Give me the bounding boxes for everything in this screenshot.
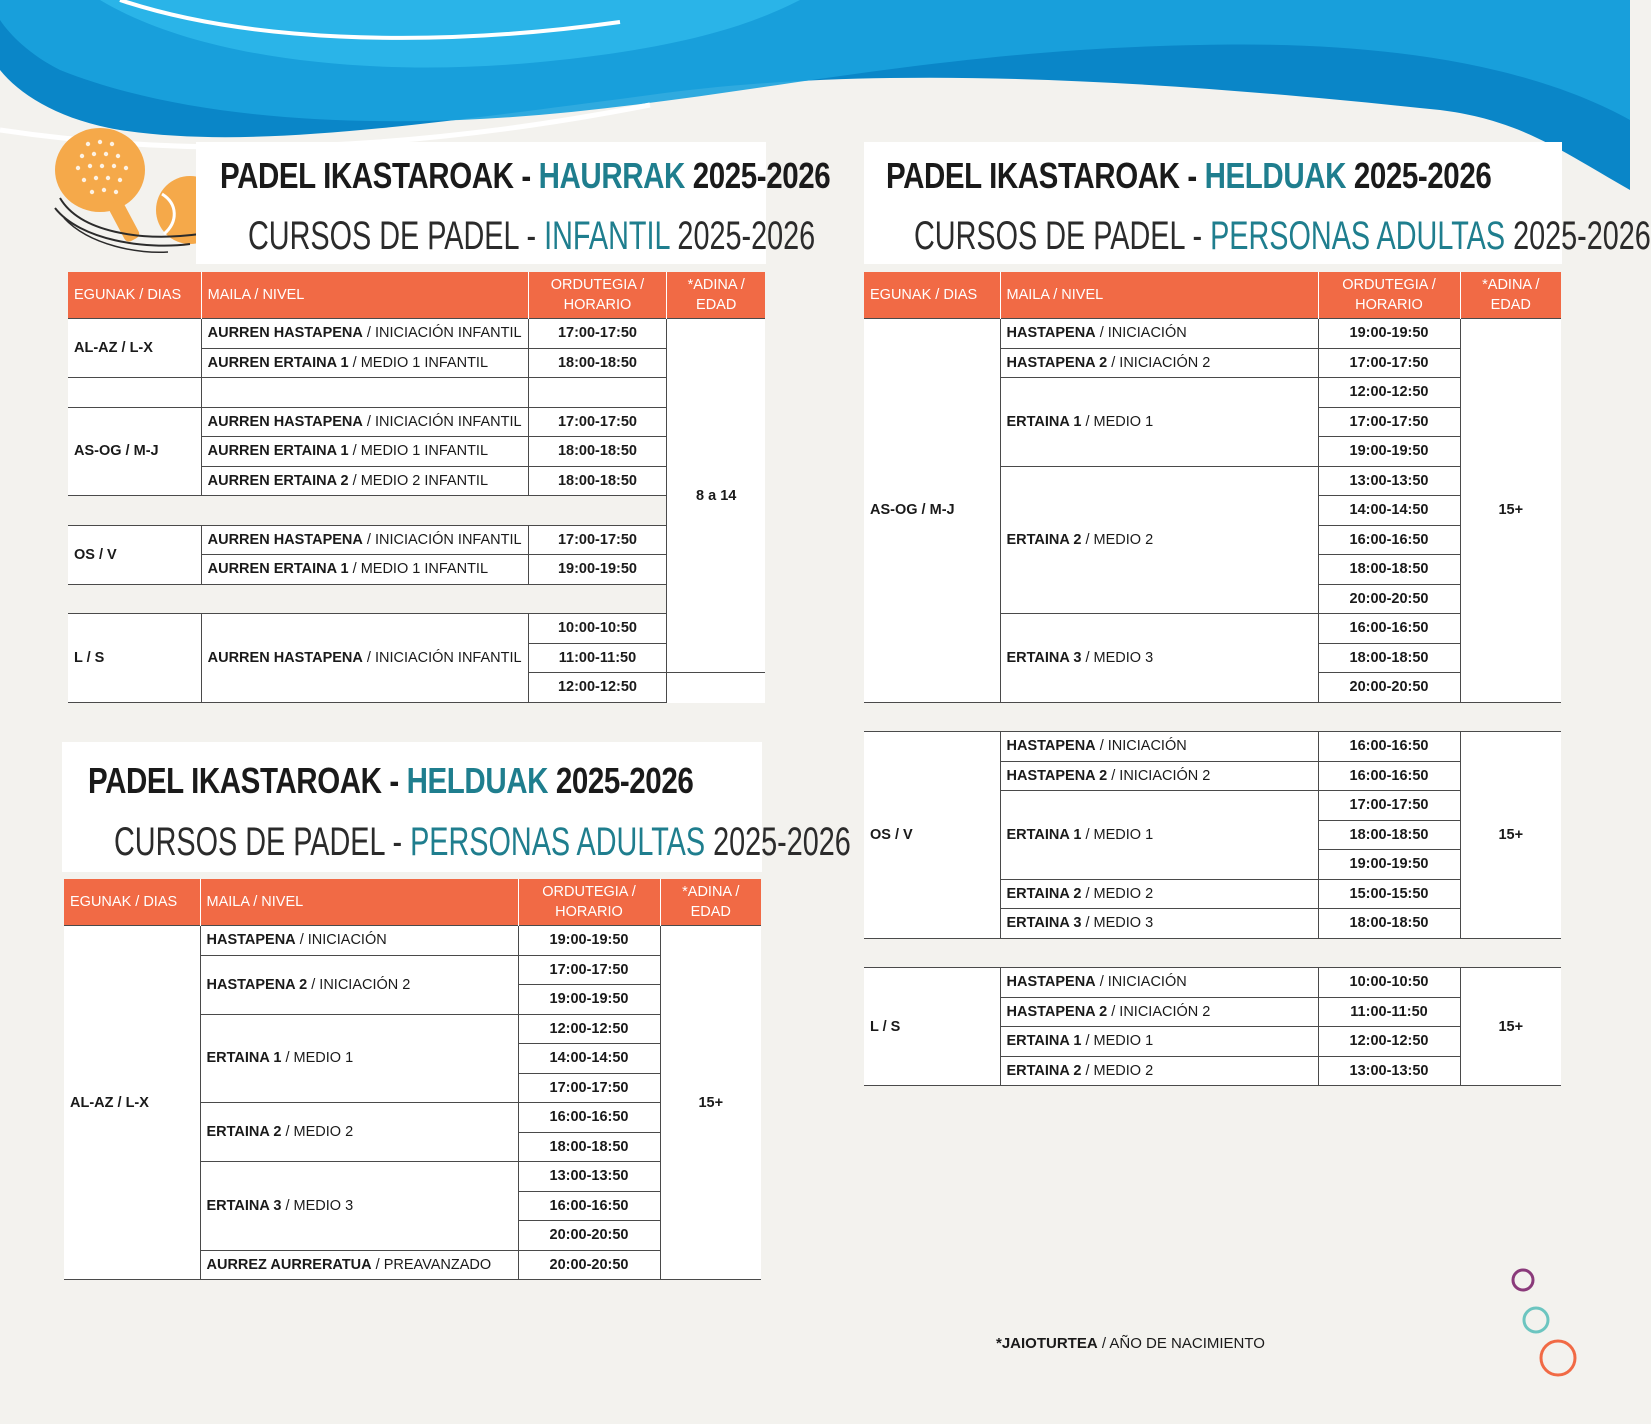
time-cell: 17:00-17:50 [1318,348,1460,378]
level-eu: ERTAINA 1 [1006,413,1082,430]
time-cell: 12:00-12:50 [528,673,667,703]
adults-right-schedule-table [864,272,1561,1086]
header-age-line1: *ADINA / [682,884,740,900]
level-eu: ERTAINA 1 [1006,826,1082,843]
level-es: / MEDIO 3 [1085,915,1154,932]
footnote [996,1335,1265,1352]
header-age-line2: EDAD [1490,297,1531,313]
level-es: / MEDIO 2 INFANTIL [352,472,489,489]
level-cell [201,525,528,555]
decorative-circles-icon [1500,1266,1590,1386]
level-eu: AURREN HASTAPENA [207,649,363,666]
level-cell [200,926,518,956]
header-days: EGUNAK / DIAS [68,272,201,319]
level-es: / INICIACIÓN [299,932,387,949]
children-title-prefix: PADEL IKASTAROAK - [220,155,531,196]
adults-right-subtitle-highlight: PERSONAS ADULTAS [1210,214,1506,258]
header-age-line2: EDAD [690,904,731,920]
time-cell: 20:00-20:50 [1318,673,1460,703]
level-eu: AURREN HASTAPENA [207,531,363,548]
header-days: EGUNAK / DIAS [64,879,200,926]
adults-right-subtitle-prefix: CURSOS DE PADEL - [914,214,1203,258]
level-eu: AURREN HASTAPENA [207,413,363,430]
header-age [660,879,761,926]
level-cell [200,1014,518,1103]
header-time-line1: ORDUTEGIA / [550,277,645,293]
level-cell [201,614,528,703]
header-level: MAILA / NIVEL [1000,272,1318,319]
header-time-line1: ORDUTEGIA / [542,884,636,900]
day-cell: OS / V [864,732,1000,939]
header-age-line1: *ADINA / [1482,277,1540,293]
level-es: / MEDIO 2 [1085,885,1154,902]
time-cell: 18:00-18:50 [1318,643,1460,673]
level-eu: ERTAINA 2 [206,1124,282,1140]
level-eu: ERTAINA 1 [206,1050,282,1067]
level-es: / MEDIO 1 [1085,826,1154,843]
level-eu: AURREN ERTAINA 2 [207,472,349,489]
level-cell [1000,879,1318,909]
time-cell: 13:00-13:50 [518,1162,660,1192]
time-cell: 16:00-16:50 [518,1103,660,1133]
level-cell [201,466,528,496]
time-cell: 18:00-18:50 [528,348,667,378]
level-cell [200,1250,518,1280]
level-cell [1000,732,1318,762]
level-eu: AURREN HASTAPENA [207,325,363,342]
level-cell [201,407,528,437]
level-eu: ERTAINA 3 [1006,915,1082,932]
table-header-row [64,879,761,926]
children-title-highlight: HAURRAK [538,155,685,196]
level-cell [1000,909,1318,939]
level-eu: HASTAPENA [1006,325,1096,342]
time-cell: 17:00-17:50 [528,407,667,437]
header-level: MAILA / NIVEL [201,272,528,319]
table-row [864,319,1561,349]
table-row [68,614,765,644]
header-time-line1: ORDUTEGIA / [1342,277,1436,293]
level-es: / MEDIO 3 [285,1197,354,1214]
level-cell [1000,997,1318,1027]
header-days: EGUNAK / DIAS [864,272,1000,319]
children-schedule-table [68,272,765,703]
level-cell [1000,378,1318,467]
level-cell [200,1162,518,1251]
adults-right-title [886,155,1491,197]
time-cell: 17:00-17:50 [528,525,667,555]
level-eu: ERTAINA 2 [1006,1062,1082,1079]
adults-left-title-highlight: HELDUAK [406,760,549,801]
time-cell: 19:00-19:50 [528,555,667,585]
time-cell: 10:00-10:50 [528,614,667,644]
children-title-year: 2025-2026 [692,155,831,196]
level-es: / INICIACIÓN 2 [311,976,411,993]
time-cell: 20:00-20:50 [518,1221,660,1251]
adults-left-subtitle [114,820,851,865]
level-eu: HASTAPENA [206,932,296,949]
level-cell [1000,968,1318,998]
empty-cell [864,938,1561,968]
time-cell: 20:00-20:50 [1318,584,1460,614]
time-cell: 11:00-11:50 [1318,997,1460,1027]
header-time-line2: HORARIO [563,297,632,313]
level-cell [200,955,518,1014]
header-time-line2: HORARIO [555,904,623,920]
level-cell [1000,466,1318,614]
table-row [864,968,1561,998]
time-cell: 16:00-16:50 [1318,732,1460,762]
level-eu: ERTAINA 3 [206,1197,282,1214]
spacer-row [68,378,765,408]
level-es: / MEDIO 1 INFANTIL [352,561,489,578]
level-es: / INICIACIÓN 2 [1111,354,1211,371]
day-cell: AL-AZ / L-X [64,926,200,1280]
footnote-bold: *JAIOTURTEA [996,1335,1098,1352]
age-cell: 15+ [1460,968,1561,1086]
level-es: / MEDIO 2 [1085,1062,1154,1079]
level-es: / INICIACIÓN INFANTIL [366,413,522,430]
empty-cell [528,378,667,408]
adults-left-title [88,760,693,802]
level-cell [201,437,528,467]
footnote-rest: / AÑO DE NACIMIENTO [1101,1335,1265,1352]
level-cell [201,319,528,349]
level-eu: ERTAINA 2 [1006,885,1082,902]
time-cell: 19:00-19:50 [518,926,660,956]
level-eu: HASTAPENA 2 [1006,767,1108,784]
empty-cell [68,378,201,408]
spacer-row [864,938,1561,968]
children-subtitle-highlight: INFANTIL [544,214,670,258]
time-cell: 19:00-19:50 [1318,437,1460,467]
time-cell: 18:00-18:50 [528,466,667,496]
table-row [64,926,761,956]
adults-right-title-highlight: HELDUAK [1204,155,1347,196]
spacer-row [864,702,1561,732]
time-cell: 14:00-14:50 [518,1044,660,1074]
time-cell: 18:00-18:50 [1318,820,1460,850]
level-eu: ERTAINA 2 [1006,531,1082,548]
time-cell: 12:00-12:50 [1318,1027,1460,1057]
children-subtitle-prefix: CURSOS DE PADEL - [248,214,537,258]
table-header-row [864,272,1561,319]
time-cell: 19:00-19:50 [1318,319,1460,349]
level-eu: AURREN ERTAINA 1 [207,354,349,371]
level-es: / MEDIO 3 [1085,649,1154,666]
time-cell: 19:00-19:50 [1318,850,1460,880]
level-es: / MEDIO 1 INFANTIL [352,443,489,460]
day-cell: AS-OG / M-J [68,407,201,496]
level-cell [1000,761,1318,791]
day-cell: L / S [68,614,201,703]
level-es: / INICIACIÓN INFANTIL [366,649,522,666]
time-cell: 12:00-12:50 [518,1014,660,1044]
empty-cell [68,496,667,526]
level-es: / MEDIO 1 [1085,1033,1154,1050]
time-cell: 13:00-13:50 [1318,466,1460,496]
header-level: MAILA / NIVEL [200,879,518,926]
level-cell [1000,348,1318,378]
spacer-row [68,584,765,614]
adults-left-schedule-table [64,879,761,1280]
day-cell: OS / V [68,525,201,584]
level-es: / INICIACIÓN [1099,325,1187,342]
level-eu: ERTAINA 3 [1006,649,1082,666]
level-es: / MEDIO 1 [1085,413,1154,430]
time-cell: 16:00-16:50 [1318,525,1460,555]
time-cell: 13:00-13:50 [1318,1056,1460,1086]
empty-cell [68,584,667,614]
level-eu: HASTAPENA [1006,974,1096,991]
level-cell [201,555,528,585]
header-time [518,879,660,926]
level-eu: AURREZ AURRERATUA [206,1256,372,1273]
level-cell [1000,791,1318,880]
empty-cell [864,702,1561,732]
time-cell: 16:00-16:50 [1318,761,1460,791]
adults-left-subtitle-year: 2025-2026 [713,820,851,864]
day-cell: L / S [864,968,1000,1086]
level-es: / MEDIO 1 INFANTIL [352,354,489,371]
level-es: / MEDIO 2 [1085,531,1154,548]
header-time [1318,272,1460,319]
table-row [68,319,765,349]
level-es: / INICIACIÓN 2 [1111,1003,1211,1020]
time-cell: 16:00-16:50 [518,1191,660,1221]
level-es: / PREAVANZADO [375,1256,492,1273]
table-row [68,407,765,437]
level-cell [1000,1056,1318,1086]
level-eu: AURREN ERTAINA 1 [207,561,349,578]
time-cell: 18:00-18:50 [528,437,667,467]
children-title [220,155,830,197]
header-age-line2: EDAD [696,297,737,313]
time-cell: 17:00-17:50 [518,1073,660,1103]
children-subtitle-year: 2025-2026 [677,214,816,258]
level-eu: HASTAPENA 2 [1006,354,1108,371]
header-age [667,272,765,319]
adults-right-title-year: 2025-2026 [1353,155,1492,196]
adults-right-subtitle-year: 2025-2026 [1513,214,1651,258]
level-es: / INICIACIÓN [1099,738,1187,755]
level-cell [1000,1027,1318,1057]
time-cell: 18:00-18:50 [1318,555,1460,585]
day-cell: AS-OG / M-J [864,319,1000,703]
adults-left-title-prefix: PADEL IKASTAROAK - [88,760,399,801]
level-es: / INICIACIÓN 2 [1111,767,1211,784]
time-cell: 17:00-17:50 [1318,791,1460,821]
time-cell: 11:00-11:50 [528,643,667,673]
time-cell: 18:00-18:50 [518,1132,660,1162]
time-cell: 17:00-17:50 [528,319,667,349]
table-row [68,525,765,555]
day-cell: AL-AZ / L-X [68,319,201,378]
spacer-row [68,496,765,526]
empty-cell [201,378,528,408]
level-eu: HASTAPENA [1006,738,1096,755]
time-cell: 12:00-12:50 [1318,378,1460,408]
table-header-row [68,272,765,319]
age-cell: 15+ [1460,319,1561,703]
level-eu: AURREN ERTAINA 1 [207,443,349,460]
level-es: / INICIACIÓN INFANTIL [366,531,522,548]
age-cell: 15+ [660,926,761,1280]
time-cell: 20:00-20:50 [518,1250,660,1280]
time-cell: 15:00-15:50 [1318,879,1460,909]
level-es: / INICIACIÓN INFANTIL [366,325,522,342]
time-cell: 10:00-10:50 [1318,968,1460,998]
adults-right-title-prefix: PADEL IKASTAROAK - [886,155,1197,196]
age-cell: 15+ [1460,732,1561,939]
level-eu: ERTAINA 1 [1006,1033,1082,1050]
header-age-line1: *ADINA / [687,277,745,293]
time-cell: 18:00-18:50 [1318,909,1460,939]
header-time-line2: HORARIO [1355,297,1423,313]
adults-left-subtitle-prefix: CURSOS DE PADEL - [114,820,403,864]
time-cell: 17:00-17:50 [518,955,660,985]
time-cell: 19:00-19:50 [518,985,660,1015]
level-es: / MEDIO 1 [285,1050,354,1067]
time-cell: 16:00-16:50 [1318,614,1460,644]
adults-left-subtitle-highlight: PERSONAS ADULTAS [410,820,706,864]
level-eu: HASTAPENA 2 [1006,1003,1108,1020]
level-cell [201,348,528,378]
level-eu: HASTAPENA 2 [206,976,308,993]
adults-left-title-year: 2025-2026 [555,760,694,801]
level-cell [200,1103,518,1162]
adults-right-subtitle [914,214,1651,259]
table-row [864,732,1561,762]
level-es: / INICIACIÓN [1099,974,1187,991]
level-cell [1000,614,1318,703]
header-time [528,272,667,319]
age-cell: 8 a 14 [667,319,765,673]
time-cell: 17:00-17:50 [1318,407,1460,437]
time-cell: 14:00-14:50 [1318,496,1460,526]
header-age [1460,272,1561,319]
level-es: / MEDIO 2 [285,1124,354,1140]
level-cell [1000,319,1318,349]
children-subtitle [248,214,815,259]
